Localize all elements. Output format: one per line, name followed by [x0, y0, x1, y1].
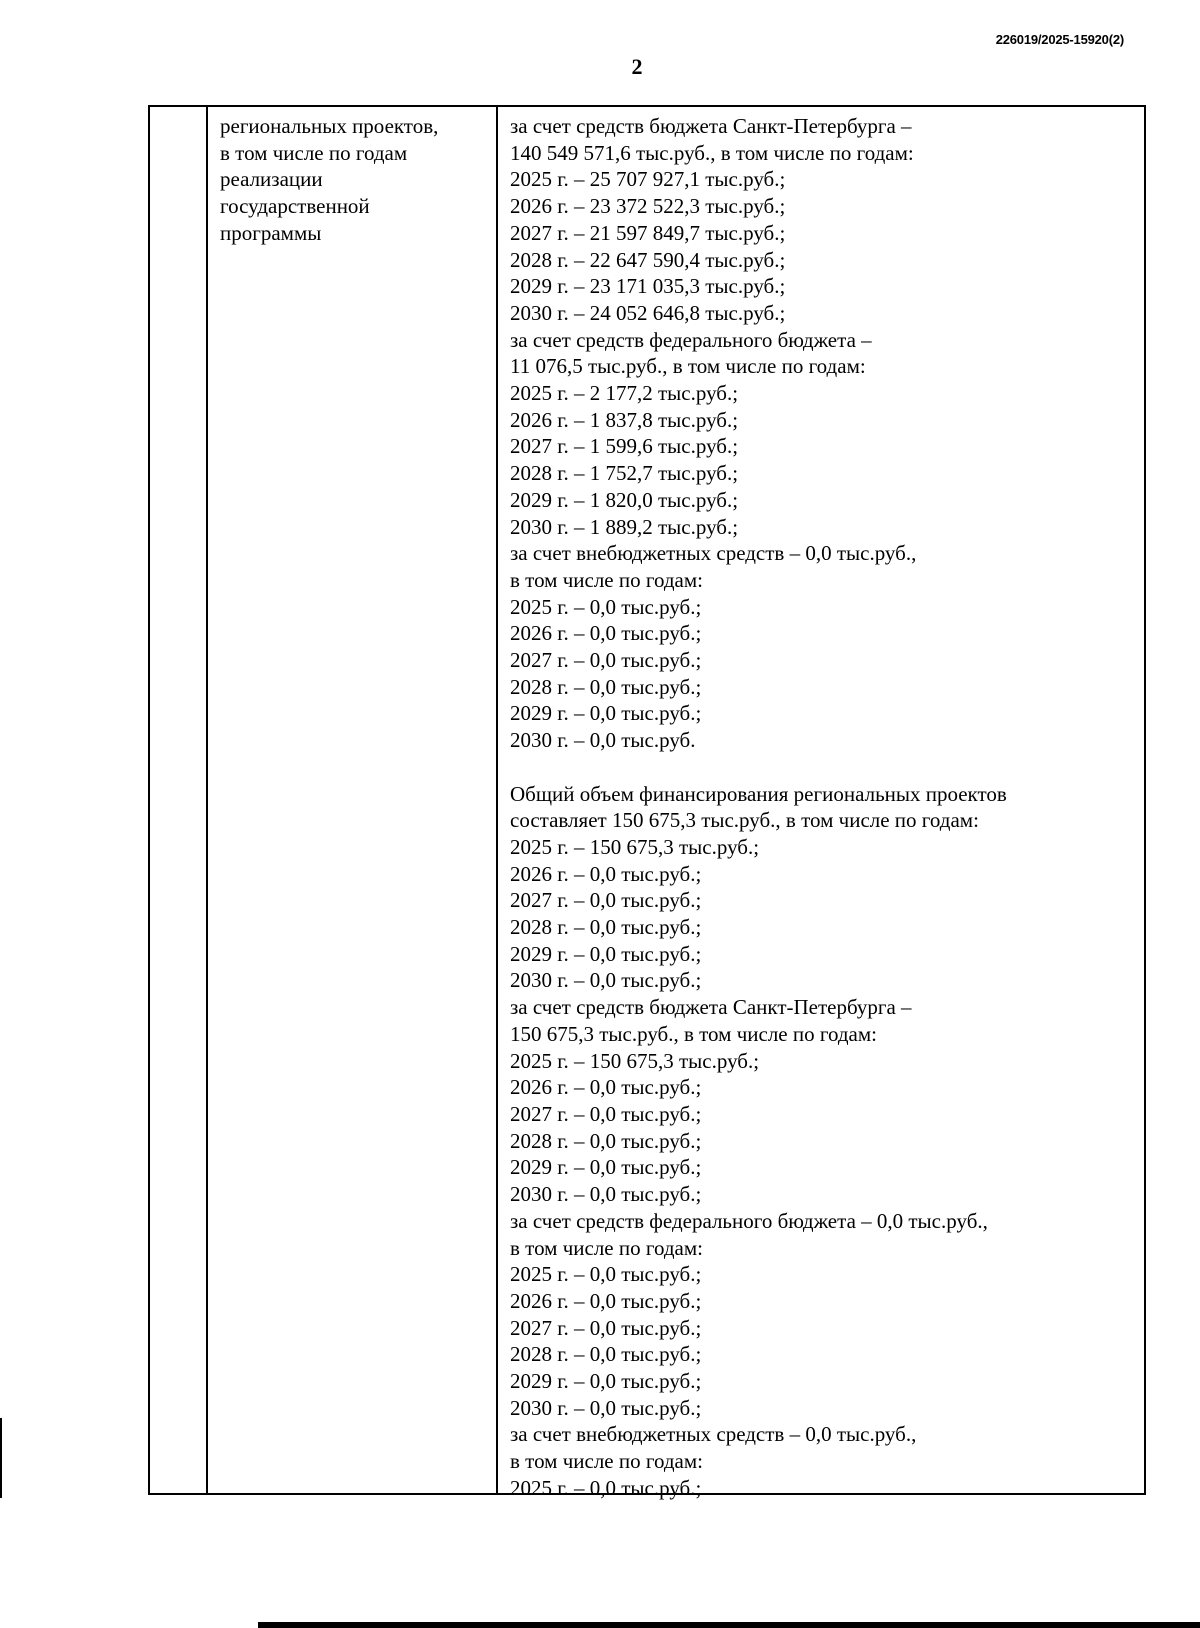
financing-line: за счет средств бюджета Санкт-Петербурга – [510, 114, 912, 138]
financing-table [148, 105, 1146, 1500]
financing-line: 2029 г. – 23 171 035,3 тыс.руб.; [510, 274, 786, 299]
financing-line: 2028 г. – 1 752,7 тыс.руб.; [510, 461, 739, 486]
financing-block [510, 113, 1140, 754]
document-registration-number: 226019/2025-15920(2) [995, 32, 1124, 47]
financing-line: 2025 г. – 25 707 927,1 тыс.руб.; [510, 167, 786, 192]
financing-line: за счет внебюджетных средств – 0,0 тыс.руб., [510, 1422, 917, 1447]
financing-line: за счет средств бюджета Санкт-Петербурга – [510, 995, 912, 1020]
financing-line: 2026 г. – 23 372 522,3 тыс.руб.; [510, 194, 786, 219]
financing-line: 2027 г. – 21 597 849,7 тыс.руб.; [510, 220, 786, 245]
financing-block [510, 781, 1140, 1502]
financing-line: в том числе по годам: [510, 567, 703, 592]
financing-line: 150 675,3 тыс.руб., в том числе по годам: [510, 1021, 877, 1046]
financing-line: Общий объем финансирования региональных проектов [510, 781, 1007, 806]
financing-line: 2029 г. – 0,0 тыс.руб.; [510, 1369, 702, 1394]
financing-line: 2025 г. – 150 675,3 тыс.руб.; [510, 1048, 760, 1073]
description-line: государственной [220, 194, 370, 219]
financing-line: 2026 г. – 0,0 тыс.руб.; [510, 1075, 702, 1100]
financing-line: 2030 г. – 0,0 тыс.руб.; [510, 968, 702, 993]
financing-line: 2028 г. – 0,0 тыс.руб.; [510, 1128, 702, 1153]
financing-line: 2025 г. – 2 177,2 тыс.руб.; [510, 381, 739, 406]
financing-line: 2029 г. – 0,0 тыс.руб.; [510, 701, 702, 726]
financing-line: 2025 г. – 0,0 тыс.руб.; [510, 1475, 702, 1500]
table-cell-description [220, 113, 490, 247]
scan-edge-strip [258, 1622, 1200, 1628]
financing-line: 2025 г. – 0,0 тыс.руб.; [510, 594, 702, 619]
financing-line: 2030 г. – 1 889,2 тыс.руб.; [510, 514, 739, 539]
financing-line: 2030 г. – 0,0 тыс.руб. [510, 728, 696, 753]
description-line: в том числе по годам [220, 140, 408, 165]
table-column-divider [206, 107, 208, 1493]
financing-line: 2030 г. – 0,0 тыс.руб.; [510, 1182, 702, 1207]
financing-line: в том числе по годам: [510, 1235, 703, 1260]
financing-line: 2028 г. – 0,0 тыс.руб.; [510, 915, 702, 940]
financing-line: 2027 г. – 1 599,6 тыс.руб.; [510, 434, 739, 459]
description-line: региональных проектов, [220, 114, 439, 138]
financing-line: 2026 г. – 0,0 тыс.руб.; [510, 861, 702, 886]
financing-line: 2025 г. – 0,0 тыс.руб.; [510, 1262, 702, 1287]
financing-line: 2027 г. – 0,0 тыс.руб.; [510, 1315, 702, 1340]
scan-edge-mark [0, 1418, 2, 1498]
financing-line: за счет средств федерального бюджета – 0,0 тыс.руб., [510, 1208, 988, 1233]
financing-line: составляет 150 675,3 тыс.руб., в том числе по годам: [510, 808, 979, 833]
financing-line: 2026 г. – 1 837,8 тыс.руб.; [510, 407, 739, 432]
financing-line: 2029 г. – 1 820,0 тыс.руб.; [510, 487, 739, 512]
financing-line: 2030 г. – 24 052 646,8 тыс.руб.; [510, 300, 786, 325]
financing-line: 2028 г. – 0,0 тыс.руб.; [510, 674, 702, 699]
description-line: реализации [220, 167, 323, 192]
financing-line: 11 076,5 тыс.руб., в том числе по годам: [510, 354, 866, 379]
financing-line: 2027 г. – 0,0 тыс.руб.; [510, 888, 702, 913]
financing-line: 2026 г. – 0,0 тыс.руб.; [510, 621, 702, 646]
financing-line: 2027 г. – 0,0 тыс.руб.; [510, 1102, 702, 1126]
financing-line: 2028 г. – 0,0 тыс.руб.; [510, 1342, 702, 1367]
financing-line: 140 549 571,6 тыс.руб., в том числе по годам: [510, 140, 914, 165]
table-column-divider [496, 107, 498, 1493]
description-line: программы [220, 220, 322, 245]
financing-line: за счет средств федерального бюджета – [510, 327, 872, 352]
financing-line: 2027 г. – 0,0 тыс.руб.; [510, 648, 702, 673]
financing-line: 2028 г. – 22 647 590,4 тыс.руб.; [510, 247, 786, 272]
financing-line: 2029 г. – 0,0 тыс.руб.; [510, 1155, 702, 1180]
financing-line: 2030 г. – 0,0 тыс.руб.; [510, 1395, 702, 1420]
paragraph-gap [510, 754, 1140, 781]
financing-line: 2029 г. – 0,0 тыс.руб.; [510, 941, 702, 966]
financing-line: 2025 г. – 150 675,3 тыс.руб.; [510, 834, 760, 859]
table-cell-financing [510, 113, 1140, 1502]
financing-line: 2026 г. – 0,0 тыс.руб.; [510, 1288, 702, 1313]
financing-line: за счет внебюджетных средств – 0,0 тыс.руб., [510, 541, 917, 566]
page-number: 2 [631, 54, 643, 79]
financing-line: в том числе по годам: [510, 1449, 703, 1474]
